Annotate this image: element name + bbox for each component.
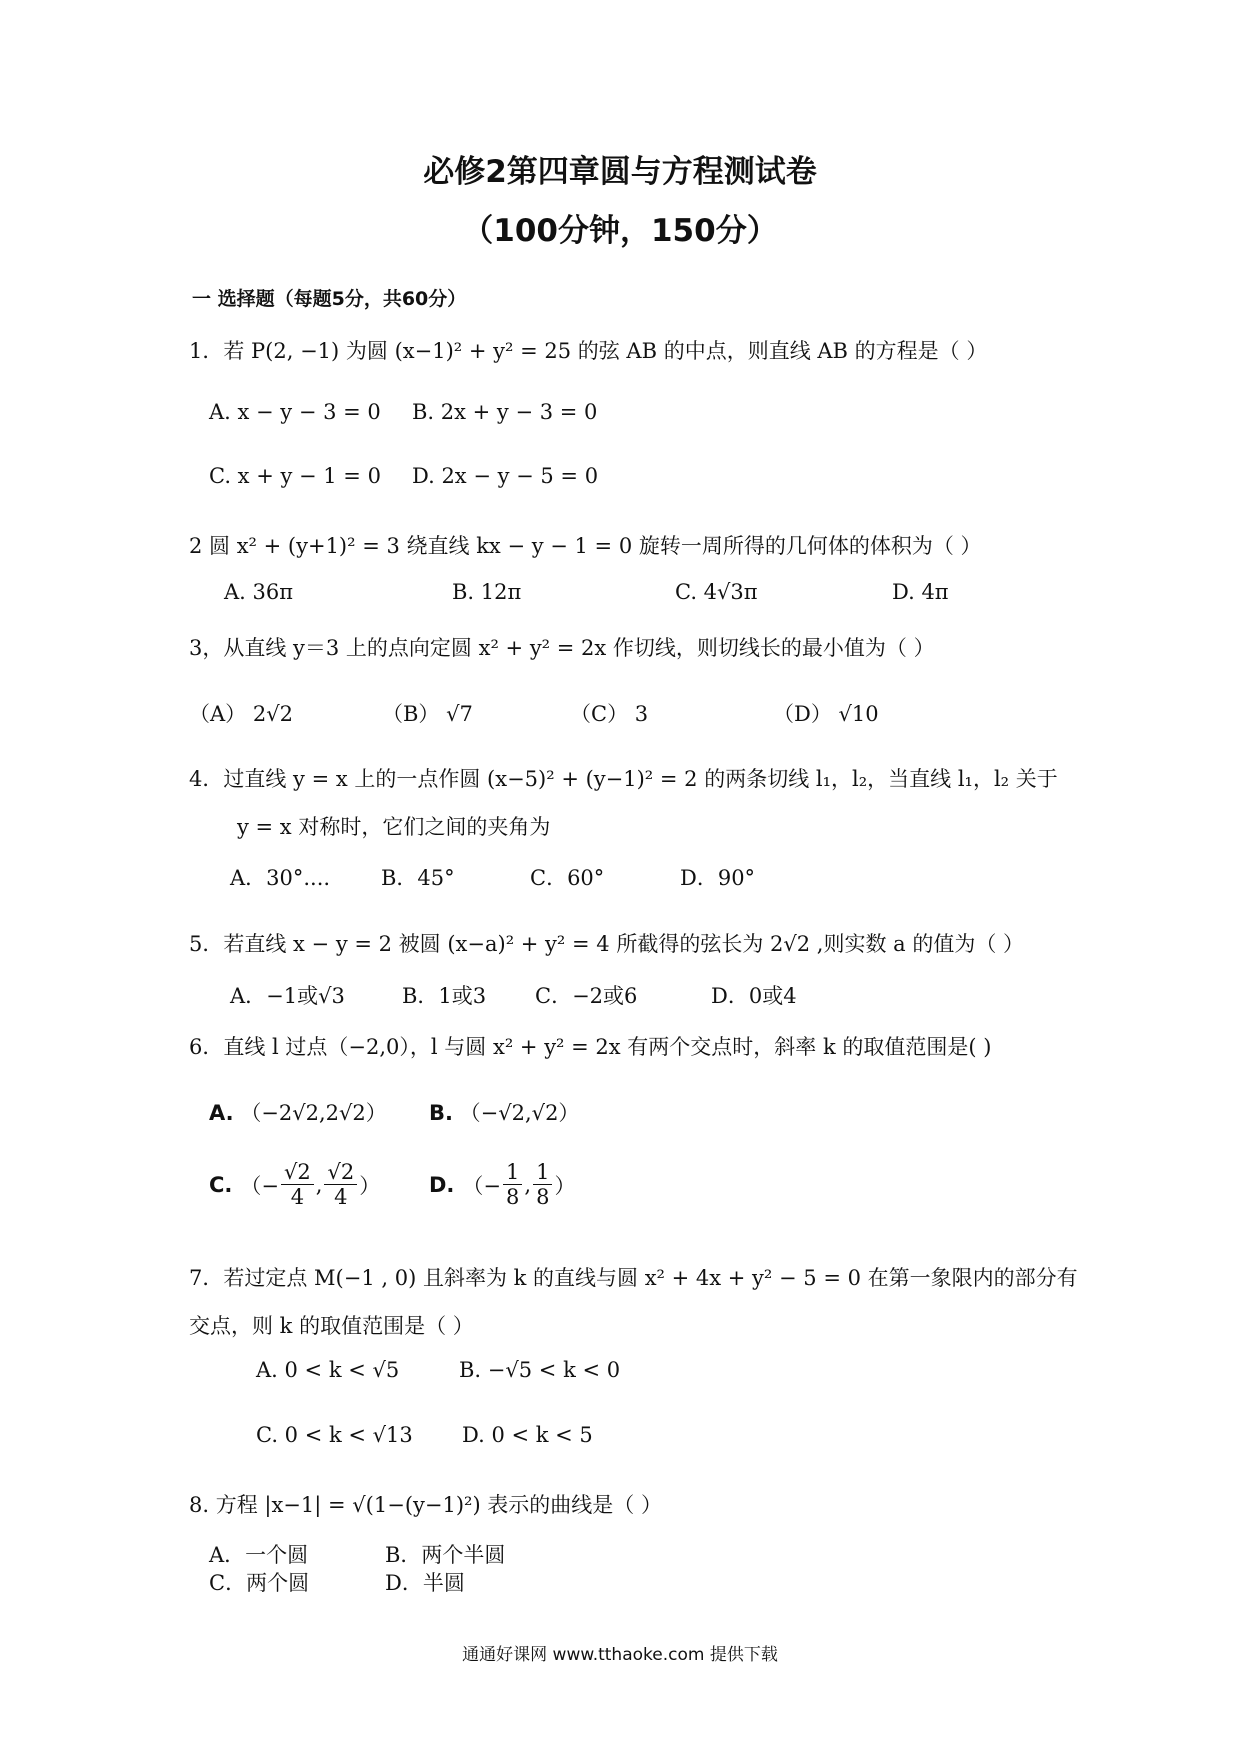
numerator: 1 [503, 1160, 522, 1185]
question-7-option-d: D. 0 < k < 5 [462, 1423, 593, 1447]
question-8-option-b: B．两个半圆 [385, 1543, 506, 1567]
question-6-option-b [429, 1097, 579, 1127]
question-3-stem: 3，从直线 y＝3 上的点向定圆 x² + y² = 2x 作切线，则切线长的最小值为（ ） [189, 636, 935, 660]
question-4-stem: 4．过直线 y = x 上的一点作圆 (x−5)² + (y−1)² = 2 的两条切线 l₁，l₂，当直线 l₁，l₂ 关于 [189, 767, 1058, 791]
question-3-option-c: （C） 3 [570, 702, 649, 726]
question-8-option-c: C．两个圆 [209, 1571, 310, 1595]
question-7-option-b: B. −√5 < k < 0 [459, 1358, 621, 1382]
question-4-stem-continued: y = x 对称时，它们之间的夹角为 [237, 815, 551, 839]
option-b-label: B. [429, 1101, 453, 1125]
page-footer: 通通好课网 www.tthaoke.com 提供下载 [462, 1645, 778, 1665]
question-5-option-a: A．−1或√3 [230, 984, 345, 1008]
question-3-option-a: （A） 2√2 [189, 702, 293, 726]
question-7-option-a: A. 0 < k < √5 [256, 1358, 400, 1382]
question-4-option-b: B．45° [381, 866, 455, 890]
question-6-option-a [209, 1097, 387, 1127]
question-1-option-c: C. x + y − 1 = 0 [209, 464, 381, 488]
denominator: 8 [506, 1185, 520, 1209]
question-1-stem: 1．若 P(2, −1) 为圆 (x−1)² + y² = 25 的弦 AB 的中点，则直线 AB 的方程是（ ） [189, 339, 988, 363]
page-subtitle: （100分钟，150分） [462, 213, 778, 249]
question-6-option-d [429, 1160, 575, 1209]
comma: , [315, 1172, 323, 1197]
question-5-option-b: B．1或3 [402, 984, 487, 1008]
option-a-value: （−2√2,2√2） [240, 1101, 387, 1125]
option-d-label: D. [429, 1172, 455, 1197]
paren-open: （− [462, 1173, 502, 1198]
numerator: 1 [533, 1160, 552, 1185]
section-heading: 一 选择题（每题5分，共60分） [192, 288, 467, 310]
fraction [503, 1160, 522, 1209]
question-5-stem: 5．若直线 x − y = 2 被圆 (x−a)² + y² = 4 所截得的弦长为 2√2 ,则实数 a 的值为（ ） [189, 932, 1024, 956]
question-5-option-d: D．0或4 [711, 984, 797, 1008]
question-2-option-a: A. 36π [224, 580, 294, 604]
question-6-stem: 6．直线 l 过点（−2,0），l 与圆 x² + y² = 2x 有两个交点时，斜率 k 的取值范围是( ) [189, 1035, 992, 1059]
fraction [533, 1160, 552, 1209]
denominator: 4 [334, 1185, 348, 1209]
numerator: √2 [281, 1160, 314, 1185]
question-2-stem: 2 圆 x² + (y+1)² = 3 绕直线 kx − y − 1 = 0 旋转一周所得的几何体的体积为（ ） [189, 534, 982, 558]
option-c-label: C. [209, 1172, 233, 1197]
numerator: √2 [324, 1160, 357, 1185]
question-7-stem: 7．若过定点 M(−1 , 0) 且斜率为 k 的直线与圆 x² + 4x + y² − 5 = 0 在第一象限内的部分有 [189, 1266, 1078, 1290]
question-8-option-a: A．一个圆 [209, 1543, 309, 1567]
question-7-stem-continued: 交点，则 k 的取值范围是（ ） [189, 1314, 474, 1338]
option-a-label: A. [209, 1101, 234, 1125]
question-8-option-d: D．半圆 [385, 1571, 465, 1595]
question-8-stem: 8. 方程 |x−1| = √(1−(y−1)²) 表示的曲线是（ ） [189, 1493, 662, 1517]
question-1-option-b: B. 2x + y − 3 = 0 [412, 400, 598, 424]
page-title: 必修2第四章圆与方程测试卷 [423, 154, 817, 190]
question-6-option-c [209, 1160, 380, 1209]
paren-close: ） [554, 1173, 576, 1198]
option-b-value: （−√2,√2） [459, 1101, 580, 1125]
question-7-option-c: C. 0 < k < √13 [256, 1423, 413, 1447]
question-1-option-a: A. x − y − 3 = 0 [209, 400, 381, 424]
question-1-option-d: D. 2x − y − 5 = 0 [412, 464, 599, 488]
question-4-option-a: A．30°.... [230, 866, 331, 890]
question-4-option-c: C．60° [530, 866, 605, 890]
question-3-option-d: （D） √10 [773, 702, 879, 726]
fraction [324, 1160, 357, 1209]
question-2-option-b: B. 12π [452, 580, 522, 604]
paren-close: ） [359, 1173, 381, 1198]
comma: , [524, 1172, 532, 1197]
question-5-option-c: C．−2或6 [535, 984, 638, 1008]
question-3-option-b: （B） √7 [382, 702, 473, 726]
denominator: 8 [536, 1185, 550, 1209]
paren-open: （− [240, 1173, 279, 1198]
question-4-option-d: D．90° [680, 866, 756, 890]
question-2-option-c: C. 4√3π [675, 580, 758, 604]
fraction [281, 1160, 314, 1209]
denominator: 4 [290, 1185, 305, 1209]
question-2-option-d: D. 4π [892, 580, 949, 604]
